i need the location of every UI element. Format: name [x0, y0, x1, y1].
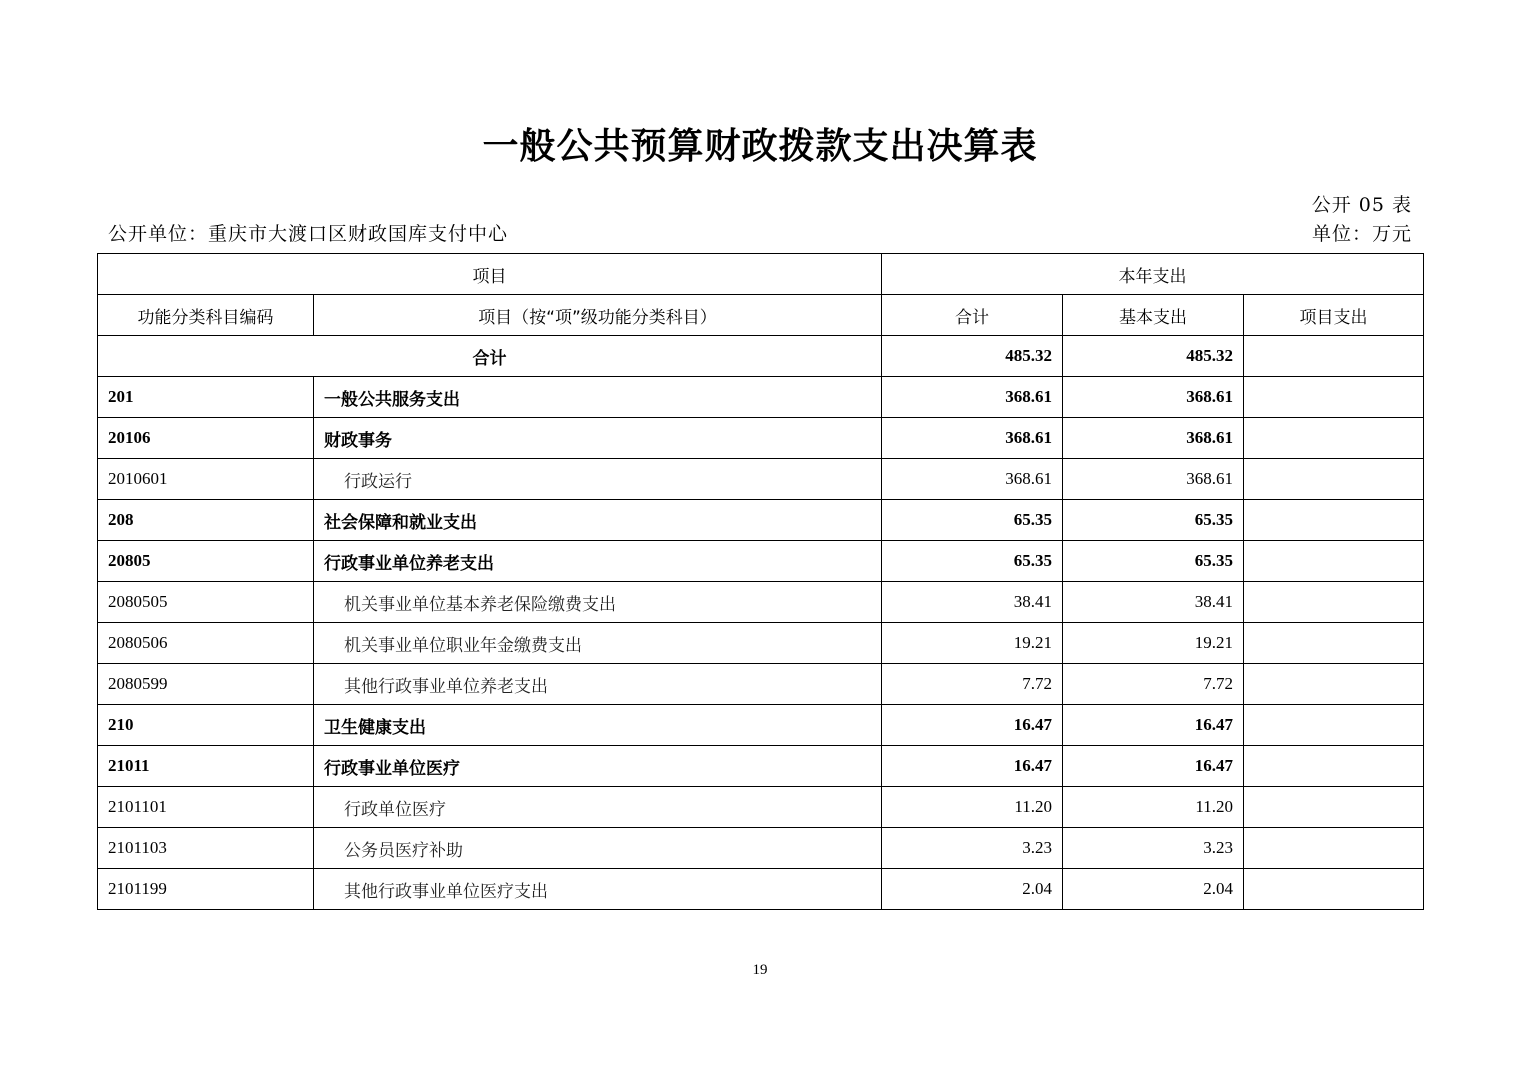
table-row [98, 623, 1424, 664]
row-name: 公务员医疗补助 [314, 828, 882, 869]
row-total: 368.61 [882, 459, 1063, 500]
row-code: 2101101 [98, 787, 314, 828]
row-basic: 16.47 [1063, 705, 1244, 746]
table-row [98, 418, 1424, 459]
row-basic: 65.35 [1063, 500, 1244, 541]
row-total: 19.21 [882, 623, 1063, 664]
table-row [98, 664, 1424, 705]
row-total: 16.47 [882, 705, 1063, 746]
row-project [1244, 787, 1424, 828]
row-code: 2080599 [98, 664, 314, 705]
row-name: 卫生健康支出 [314, 705, 882, 746]
total-label: 合计 [98, 336, 882, 377]
row-total: 368.61 [882, 418, 1063, 459]
page-number: 19 [752, 962, 768, 978]
header-project-expenditure: 项目支出 [1244, 295, 1424, 336]
row-project [1244, 664, 1424, 705]
row-project [1244, 500, 1424, 541]
row-name: 行政事业单位医疗 [314, 746, 882, 787]
table-row [98, 828, 1424, 869]
row-name: 机关事业单位职业年金缴费支出 [314, 623, 882, 664]
row-project [1244, 746, 1424, 787]
row-total: 3.23 [882, 828, 1063, 869]
row-project [1244, 582, 1424, 623]
row-total: 368.61 [882, 377, 1063, 418]
page-title: 一般公共预算财政拨款支出决算表 [482, 126, 1038, 167]
row-code: 201 [98, 377, 314, 418]
row-basic: 38.41 [1063, 582, 1244, 623]
row-basic: 11.20 [1063, 787, 1244, 828]
header-row-1 [98, 254, 1424, 295]
expenditure-table [97, 253, 1424, 910]
row-total: 38.41 [882, 582, 1063, 623]
row-code: 2080505 [98, 582, 314, 623]
row-project [1244, 869, 1424, 910]
row-basic: 2.04 [1063, 869, 1244, 910]
row-name: 其他行政事业单位医疗支出 [314, 869, 882, 910]
table-row [98, 869, 1424, 910]
table-row [98, 746, 1424, 787]
row-basic: 3.23 [1063, 828, 1244, 869]
total-basic: 485.32 [1063, 336, 1244, 377]
table-row [98, 705, 1424, 746]
row-code: 2101199 [98, 869, 314, 910]
row-code: 2101103 [98, 828, 314, 869]
row-name: 其他行政事业单位养老支出 [314, 664, 882, 705]
row-project [1244, 377, 1424, 418]
row-name: 行政运行 [314, 459, 882, 500]
row-basic: 368.61 [1063, 377, 1244, 418]
row-name: 机关事业单位基本养老保险缴费支出 [314, 582, 882, 623]
header-row-2 [98, 295, 1424, 336]
row-basic: 65.35 [1063, 541, 1244, 582]
total-project [1244, 336, 1424, 377]
row-name: 财政事务 [314, 418, 882, 459]
row-code: 21011 [98, 746, 314, 787]
row-total: 65.35 [882, 541, 1063, 582]
row-name: 行政事业单位养老支出 [314, 541, 882, 582]
row-basic: 7.72 [1063, 664, 1244, 705]
row-name: 社会保障和就业支出 [314, 500, 882, 541]
row-project [1244, 623, 1424, 664]
row-name: 一般公共服务支出 [314, 377, 882, 418]
row-project [1244, 828, 1424, 869]
row-code: 2080506 [98, 623, 314, 664]
table-number: 公开 05 表 [1311, 194, 1412, 216]
header-current-year: 本年支出 [882, 254, 1424, 295]
table-row [98, 541, 1424, 582]
row-total: 16.47 [882, 746, 1063, 787]
row-name: 行政单位医疗 [314, 787, 882, 828]
row-total: 11.20 [882, 787, 1063, 828]
header-name: 项目（按“项”级功能分类科目） [314, 295, 882, 336]
table-row [98, 787, 1424, 828]
row-total: 2.04 [882, 869, 1063, 910]
table-row [98, 582, 1424, 623]
header-basic: 基本支出 [1063, 295, 1244, 336]
row-code: 20106 [98, 418, 314, 459]
row-total: 65.35 [882, 500, 1063, 541]
row-basic: 368.61 [1063, 459, 1244, 500]
row-code: 20805 [98, 541, 314, 582]
table-row [98, 459, 1424, 500]
row-basic: 368.61 [1063, 418, 1244, 459]
row-basic: 16.47 [1063, 746, 1244, 787]
total-row [98, 336, 1424, 377]
currency-unit: 单位：万元 [1311, 223, 1412, 245]
row-code: 2010601 [98, 459, 314, 500]
row-project [1244, 418, 1424, 459]
table-row [98, 500, 1424, 541]
total-amount: 485.32 [882, 336, 1063, 377]
row-total: 7.72 [882, 664, 1063, 705]
table-row [98, 377, 1424, 418]
row-project [1244, 541, 1424, 582]
reporting-organization: 公开单位：重庆市大渡口区财政国库支付中心 [108, 223, 509, 245]
header-code: 功能分类科目编码 [98, 295, 314, 336]
row-code: 210 [98, 705, 314, 746]
row-project [1244, 459, 1424, 500]
row-project [1244, 705, 1424, 746]
header-total: 合计 [882, 295, 1063, 336]
row-basic: 19.21 [1063, 623, 1244, 664]
row-code: 208 [98, 500, 314, 541]
header-project: 项目 [98, 254, 882, 295]
